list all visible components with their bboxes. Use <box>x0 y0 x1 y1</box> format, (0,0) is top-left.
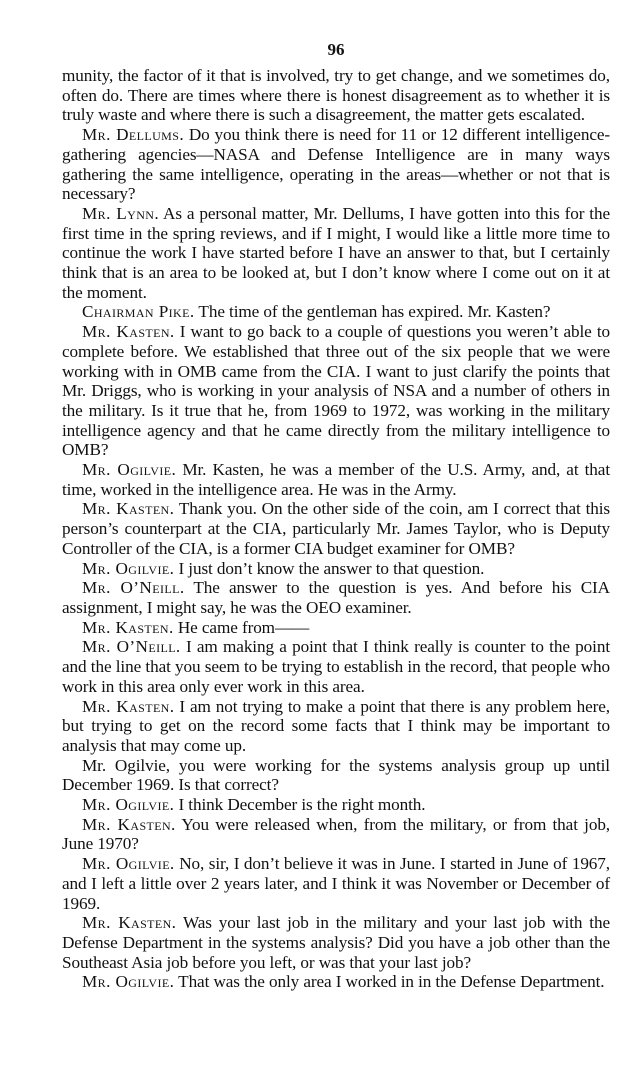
speaker-name: Mr. Lynn. <box>82 203 160 223</box>
paragraph-text: You were released when, from the military, or from that job, June 1970? <box>62 814 611 854</box>
paragraph <box>62 815 610 854</box>
paragraph-text: Thank you. On the other side of the coin, am I correct that this person’s counterpart at the CIA, particularly Mr. James Taylor, who is Deputy Controller of the CIA, is a former CIA budget examiner for OMB? <box>62 499 610 558</box>
speaker-name: Mr. Ogilvie. <box>82 795 175 815</box>
paragraph <box>62 637 610 696</box>
paragraph-text: No, sir, I don’t believe it was in June. I started in June of 1967, and I left a little over 2 years later, and I think it was November or December of 1969. <box>62 854 610 913</box>
speaker-name: Mr. Ogilvie. <box>82 558 175 578</box>
paragraph-text: I think December is the right month. <box>174 795 426 815</box>
paragraph-text: I just don’t know the answer to that question. <box>174 558 485 578</box>
paragraph <box>62 795 610 815</box>
speaker-name: Mr. O’Neill. <box>82 578 185 598</box>
paragraph <box>62 302 610 322</box>
document-page <box>62 40 610 992</box>
paragraph <box>62 125 610 204</box>
paragraph <box>62 322 610 460</box>
paragraph <box>62 499 610 558</box>
paragraph-text: That was the only area I worked in in the Defense Department. <box>174 972 605 992</box>
speaker-name: Mr. Kasten. <box>82 814 176 834</box>
paragraph <box>62 66 610 125</box>
speaker-name: Mr. O’Neill. <box>82 637 181 657</box>
paragraph <box>62 559 610 579</box>
speaker-name: Mr. Ogilvie. <box>82 854 175 874</box>
paragraph-text: I am not trying to make a point that there is any problem here, but trying to get on the record some facts that I think may be important to analysis that may come up. <box>62 696 610 755</box>
paragraph <box>62 578 610 617</box>
paragraph <box>62 756 610 795</box>
paragraph-text: The time of the gentleman has expired. Mr. Kasten? <box>194 302 551 322</box>
paragraph <box>62 618 610 638</box>
paragraph <box>62 460 610 499</box>
speaker-name: Mr. Kasten. <box>82 322 175 342</box>
paragraph <box>62 204 610 303</box>
speaker-name: Mr. Dellums. <box>82 125 185 145</box>
paragraph-text: munity, the factor of it that is involved, try to get change, and we sometimes do, often do. There are times where there is honest disagreement as to whether it is truly waste and where there is such a disagreement, the matter gets escalated. <box>62 66 610 125</box>
paragraph-text: Mr. Ogilvie, you were working for the systems analysis group up until December 1969. Is that correct? <box>62 755 610 795</box>
speaker-name: Mr. Kasten. <box>82 499 175 519</box>
paragraph-text: The answer to the question is yes. And before his CIA assignment, I might say, he was the OEO examiner. <box>62 578 610 617</box>
paragraph-text: He came from—— <box>173 617 310 637</box>
paragraph <box>62 854 610 913</box>
paragraph <box>62 913 610 972</box>
speaker-name: Mr. Ogilvie. <box>82 972 175 992</box>
paragraph-text: Do you think there is need for 11 or 12 different intelligence-gathering agencies—NASA and Defense Intelligence are in many ways gathering the same intelligence, operating in the areas—whether or not that is necessary? <box>62 125 611 204</box>
paragraph-text: As a personal matter, Mr. Dellums, I have gotten into this for the first time in the spring reviews, and if I might, I would like a little more time to continue the work I have started before I have an answer to that, but I certainly think that is an area to be looked at, but I don’t know where I come out on it at the moment. <box>62 203 611 302</box>
speaker-name: Mr. Kasten. <box>82 617 174 637</box>
speaker-name: Mr. Kasten. <box>82 696 175 716</box>
speaker-name: Mr. Kasten. <box>82 913 177 933</box>
paragraph-text: Mr. Kasten, he was a member of the U.S. Army, and, at that time, worked in the intelligence area. He was in the Army. <box>62 460 610 499</box>
speaker-name: Chairman Pike. <box>82 302 195 322</box>
paragraph <box>62 697 610 756</box>
page-number: 96 <box>327 40 345 59</box>
paragraph-text: I am making a point that I think really is counter to the point and the line that you seem to be trying to establish in the record, that people who work in this area only ever work in this area. <box>62 637 610 696</box>
speaker-name: Mr. Ogilvie. <box>82 460 177 480</box>
paragraph-text: I want to go back to a couple of questions you weren’t able to complete before. We established that three out of the six people that we were working with in OMB came from the CIA. I want to just clarify the points that Mr. Driggs, who is working in your analysis of NSA and a number of others in the military. Is it true that he, from 1969 to 1972, was working in the military intelligence agency and that he came directly from the military intelligence to OMB? <box>62 322 611 460</box>
paragraph <box>62 972 610 992</box>
paragraph-text: Was your last job in the military and your last job with the Defense Department in the systems analysis? Did you have a job other than the Southeast Asia job before you left, or was that your last job? <box>62 913 611 972</box>
